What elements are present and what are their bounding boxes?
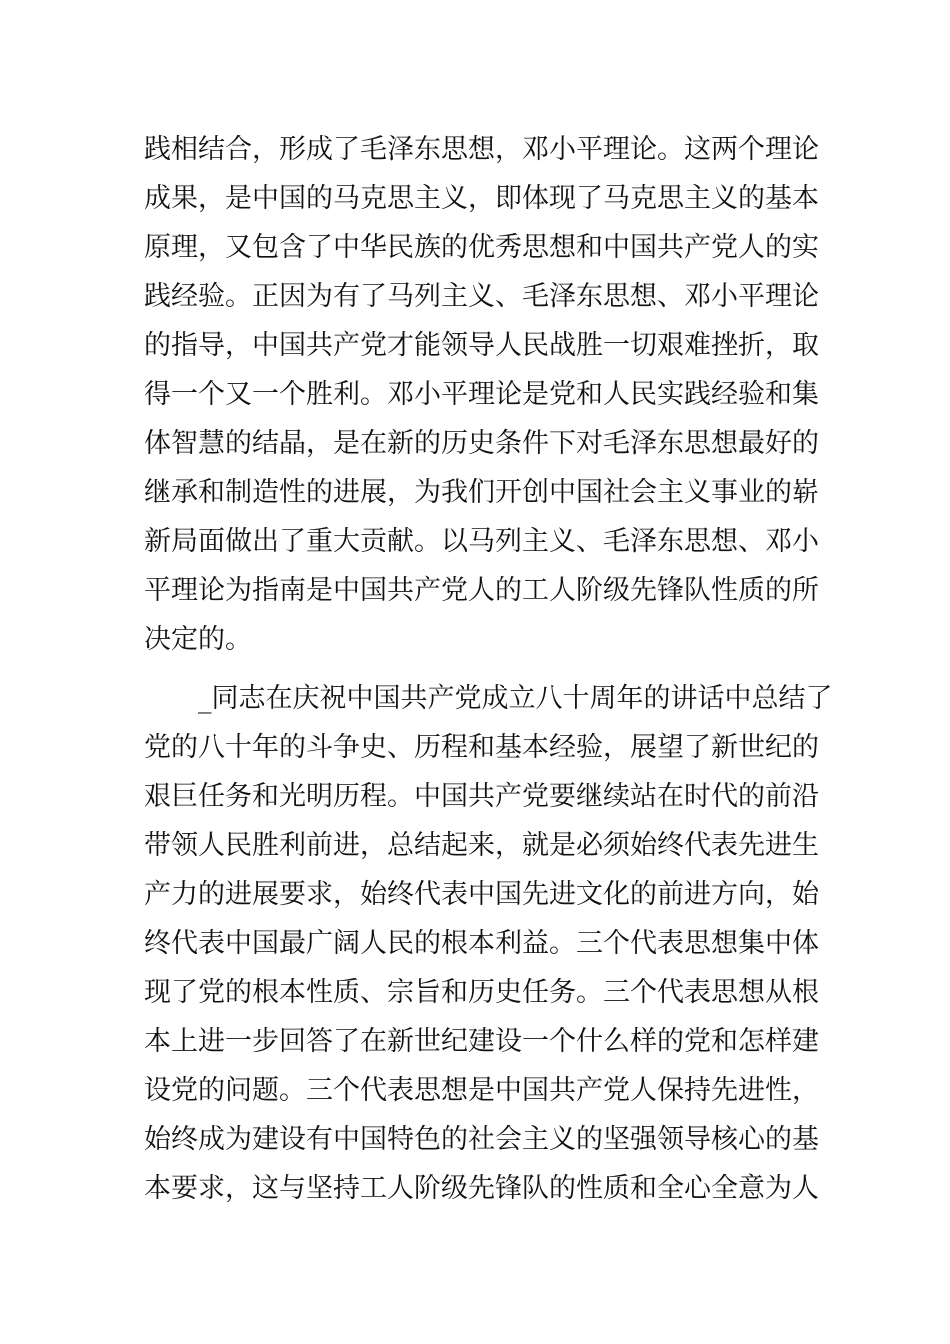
text-line: 现了党的根本性质、宗旨和历史任务。三个代表思想从根	[144, 977, 819, 1008]
text-line: 决定的。	[144, 624, 252, 655]
text-line: 继承和制造性的进展，为我们开创中国社会主义事业的崭	[144, 477, 819, 508]
text-line: 体智慧的结晶，是在新的历史条件下对毛泽东思想最好的	[144, 428, 819, 459]
text-line: 党的八十年的斗争史、历程和基本经验，展望了新世纪的	[144, 732, 819, 763]
text-line: 本要求，这与坚持工人阶级先锋队的性质和全心全意为人	[144, 1173, 819, 1204]
text-line: _同志在庆祝中国共产党成立八十周年的讲话中总结了	[198, 683, 833, 714]
text-line: 践经验。正因为有了马列主义、毛泽东思想、邓小平理论	[144, 281, 819, 312]
text-line: 产力的进展要求，始终代表中国先进文化的前进方向，始	[144, 879, 819, 910]
text-line: 艰巨任务和光明历程。中国共产党要继续站在时代的前沿	[144, 781, 819, 812]
text-line: 原理，又包含了中华民族的优秀思想和中国共产党人的实	[144, 232, 819, 263]
text-line: 践相结合，形成了毛泽东思想，邓小平理论。这两个理论	[144, 134, 819, 165]
text-line: 设党的问题。三个代表思想是中国共产党人保持先进性，	[144, 1075, 819, 1106]
text-line: 的指导，中国共产党才能领导人民战胜一切艰难挫折，取	[144, 330, 819, 361]
text-line: 平理论为指南是中国共产党人的工人阶级先锋队性质的所	[144, 575, 819, 606]
text-line: 新局面做出了重大贡献。以马列主义、毛泽东思想、邓小	[144, 526, 819, 557]
text-line: 始终成为建设有中国特色的社会主义的坚强领导核心的基	[144, 1124, 819, 1155]
text-line: 本上进一步回答了在新世纪建设一个什么样的党和怎样建	[144, 1026, 819, 1057]
text-line: 得一个又一个胜利。邓小平理论是党和人民实践经验和集	[144, 379, 819, 410]
text-line: 终代表中国最广阔人民的根本利益。三个代表思想集中体	[144, 928, 819, 959]
text-line: 带领人民胜利前进，总结起来，就是必须始终代表先进生	[144, 830, 819, 861]
text-line: 成果，是中国的马克思主义，即体现了马克思主义的基本	[144, 183, 819, 214]
